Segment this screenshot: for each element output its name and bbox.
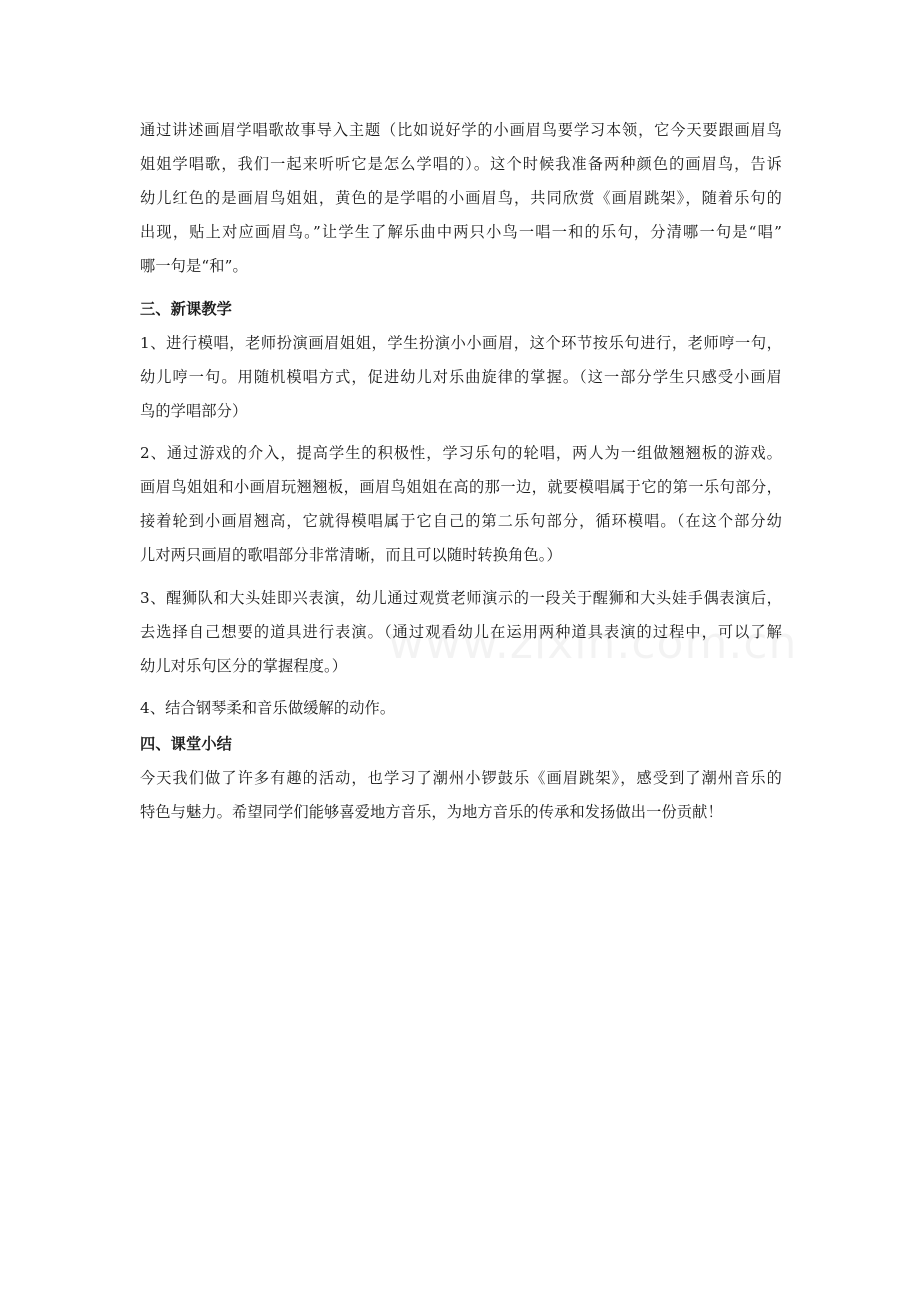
intro-line-5: 哪一句是“和”。	[140, 257, 248, 275]
section-heading-summary: 四、课堂小结	[140, 735, 233, 753]
item3-line-1: 3、醒狮队和大头娃即兴表演，幼儿通过观赏老师演示的一段关于醒狮和大头娃手偶表演后，	[140, 589, 782, 607]
item2-line-1: 2、通过游戏的介入，提高学生的积极性，学习乐句的轮唱，两人为一组做翘翘板的游戏。	[140, 444, 782, 462]
item3-line-2: 去选择自己想要的道具进行表演。（通过观看幼儿在运用两种道具表演的过程中，可以了解	[140, 623, 782, 641]
item1-line-2: 幼儿哼一句。用随机模唱方式，促进幼儿对乐曲旋律的掌握。（这一部分学生只感受小画眉	[140, 368, 782, 386]
intro-line-1: 通过讲述画眉学唱歌故事导入主题（比如说好学的小画眉鸟要学习本领，它今天要跟画眉鸟	[140, 121, 782, 139]
summary-line-1: 今天我们做了许多有趣的活动，也学习了潮州小锣鼓乐《画眉跳架》，感受到了潮州音乐的	[140, 769, 782, 787]
item2-line-2: 画眉鸟姐姐和小画眉玩翘翘板，画眉鸟姐姐在高的那一边，就要模唱属于它的第一乐句部分，	[140, 478, 782, 496]
intro-line-3: 幼儿红色的是画眉鸟姐姐，黄色的是学唱的小画眉鸟，共同欣赏《画眉跳架》，随着乐句的	[140, 189, 782, 207]
item4-line: 4、结合钢琴柔和音乐做缓解的动作。	[140, 699, 396, 717]
item2-line-4: 儿对两只画眉的歌唱部分非常清晰，而且可以随时转换角色。）	[140, 546, 562, 564]
item2-line-3: 接着轮到小画眉翘高，它就得模唱属于它自己的第二乐句部分，循环模唱。（在这个部分幼	[140, 512, 782, 530]
item3-line-3: 幼儿对乐句区分的掌握程度。）	[140, 657, 348, 675]
item1-line-3: 鸟的学唱部分）	[140, 402, 248, 420]
intro-line-2: 姐姐学唱歌，我们一起来听听它是怎么学唱的）。这个时候我准备两种颜色的画眉鸟，告诉	[140, 155, 782, 173]
section-heading-new-lesson: 三、新课教学	[140, 300, 233, 318]
item1-line-1: 1、进行模唱，老师扮演画眉姐姐，学生扮演小小画眉，这个环节按乐句进行，老师哼一句，	[140, 334, 782, 352]
summary-line-2: 特色与魅力。希望同学们能够喜爱地方音乐，为地方音乐的传承和发扬做出一份贡献！	[140, 803, 723, 821]
intro-line-4: 出现，贴上对应画眉鸟。”让学生了解乐曲中两只小鸟一唱一和的乐句，分清哪一句是“唱”	[140, 223, 782, 241]
